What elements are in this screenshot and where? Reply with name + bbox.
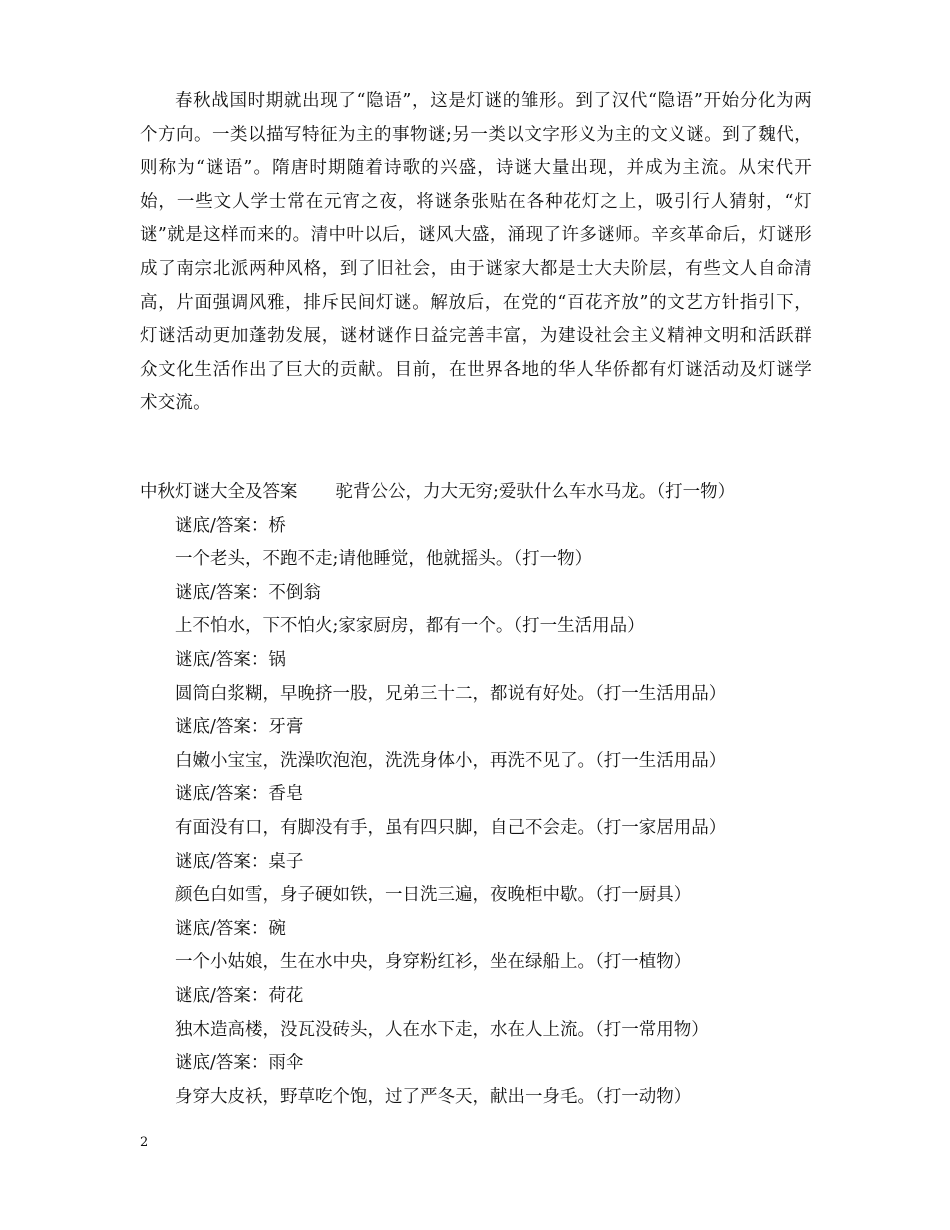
riddle-answer: 谜底/答案：桌子 xyxy=(175,851,304,872)
intro-paragraph: 春秋战国时期就出现了“隐语”，这是灯谜的雏形。到了汉代“隐语”开始分化为两个方向。一类以描写特征为主的事物谜;另一类以文字形义为主的文义谜。到了魏代，则称为“谜语”。隋唐时期随着诗歌的兴盛，诗谜大量出现，并成为主流。从宋代开始，一些文人学士常在元宵之夜，将谜条张贴在各种花灯之上，吸引行人猜射，“灯谜”就是这样而来的。清中叶以后，谜风大盛，涌现了许多谜师。辛亥革命后，灯谜形成了南宗北派两种风格，到了旧社会，由于谜家大都是士大夫阶层，有些文人自命清高，片面强调风雅，排斥民间灯谜。解放后，在党的“百花齐放”的文艺方针指引下，灯谜活动更加蓬勃发展，谜材谜作日益完善丰富，为建设社会主义精神文明和活跃群众文化生活作出了巨大的贡献。目前，在世界各地的华人华侨都有灯谜活动及灯谜学术交流。 xyxy=(140,91,812,414)
riddle-question: 白嫩小宝宝，洗澡吹泡泡，洗洗身体小，再洗不见了。（打一生活用品） xyxy=(175,750,727,771)
riddle-question: 独木造高楼，没瓦没砖头，人在水下走，水在人上流。（打一常用物） xyxy=(175,1019,709,1040)
riddle-question: 身穿大皮袄，野草吃个饱，过了严冬天，献出一身毛。（打一动物） xyxy=(175,1086,692,1107)
riddle-answer: 谜底/答案：雨伞 xyxy=(175,1053,304,1074)
riddle-question: 上不怕水，下不怕火;家家厨房，都有一个。（打一生活用品） xyxy=(175,616,645,637)
riddle-answer: 谜底/答案：锅 xyxy=(175,649,286,670)
riddle-question: 颜色白如雪，身子硬如铁，一日洗三遍，夜晚柜中歇。（打一厨具） xyxy=(175,885,692,906)
riddle-question: 一个小姑娘，生在水中央，身穿粉红衫，坐在绿船上。（打一植物） xyxy=(175,952,692,973)
riddle-answer: 谜底/答案：不倒翁 xyxy=(175,582,321,603)
riddle-question: 一个老头，不跑不走;请他睡觉，他就摇头。（打一物） xyxy=(175,549,593,570)
riddle-answer: 谜底/答案：桥 xyxy=(175,515,286,536)
riddle-question: 圆筒白浆糊，早晚挤一股，兄弟三十二，都说有好处。（打一生活用品） xyxy=(175,683,727,704)
riddle-answer: 谜底/答案：香皂 xyxy=(175,784,304,805)
section-heading: 中秋灯谜大全及答案 xyxy=(140,482,298,502)
page-number: 2 xyxy=(140,1135,149,1150)
riddle-question-text: 驼背公公，力大无穷;爱驮什么车水马龙。（打一物） xyxy=(335,482,736,502)
riddle-answer: 谜底/答案：荷花 xyxy=(175,985,304,1006)
riddle-question: 有面没有口，有脚没有手，虽有四只脚，自己不会走。（打一家居用品） xyxy=(175,817,727,838)
riddle-list xyxy=(140,476,820,1114)
riddle-answer: 谜底/答案：牙膏 xyxy=(175,717,304,738)
riddle-answer: 谜底/答案：碗 xyxy=(175,918,286,939)
riddle-question xyxy=(140,476,820,510)
